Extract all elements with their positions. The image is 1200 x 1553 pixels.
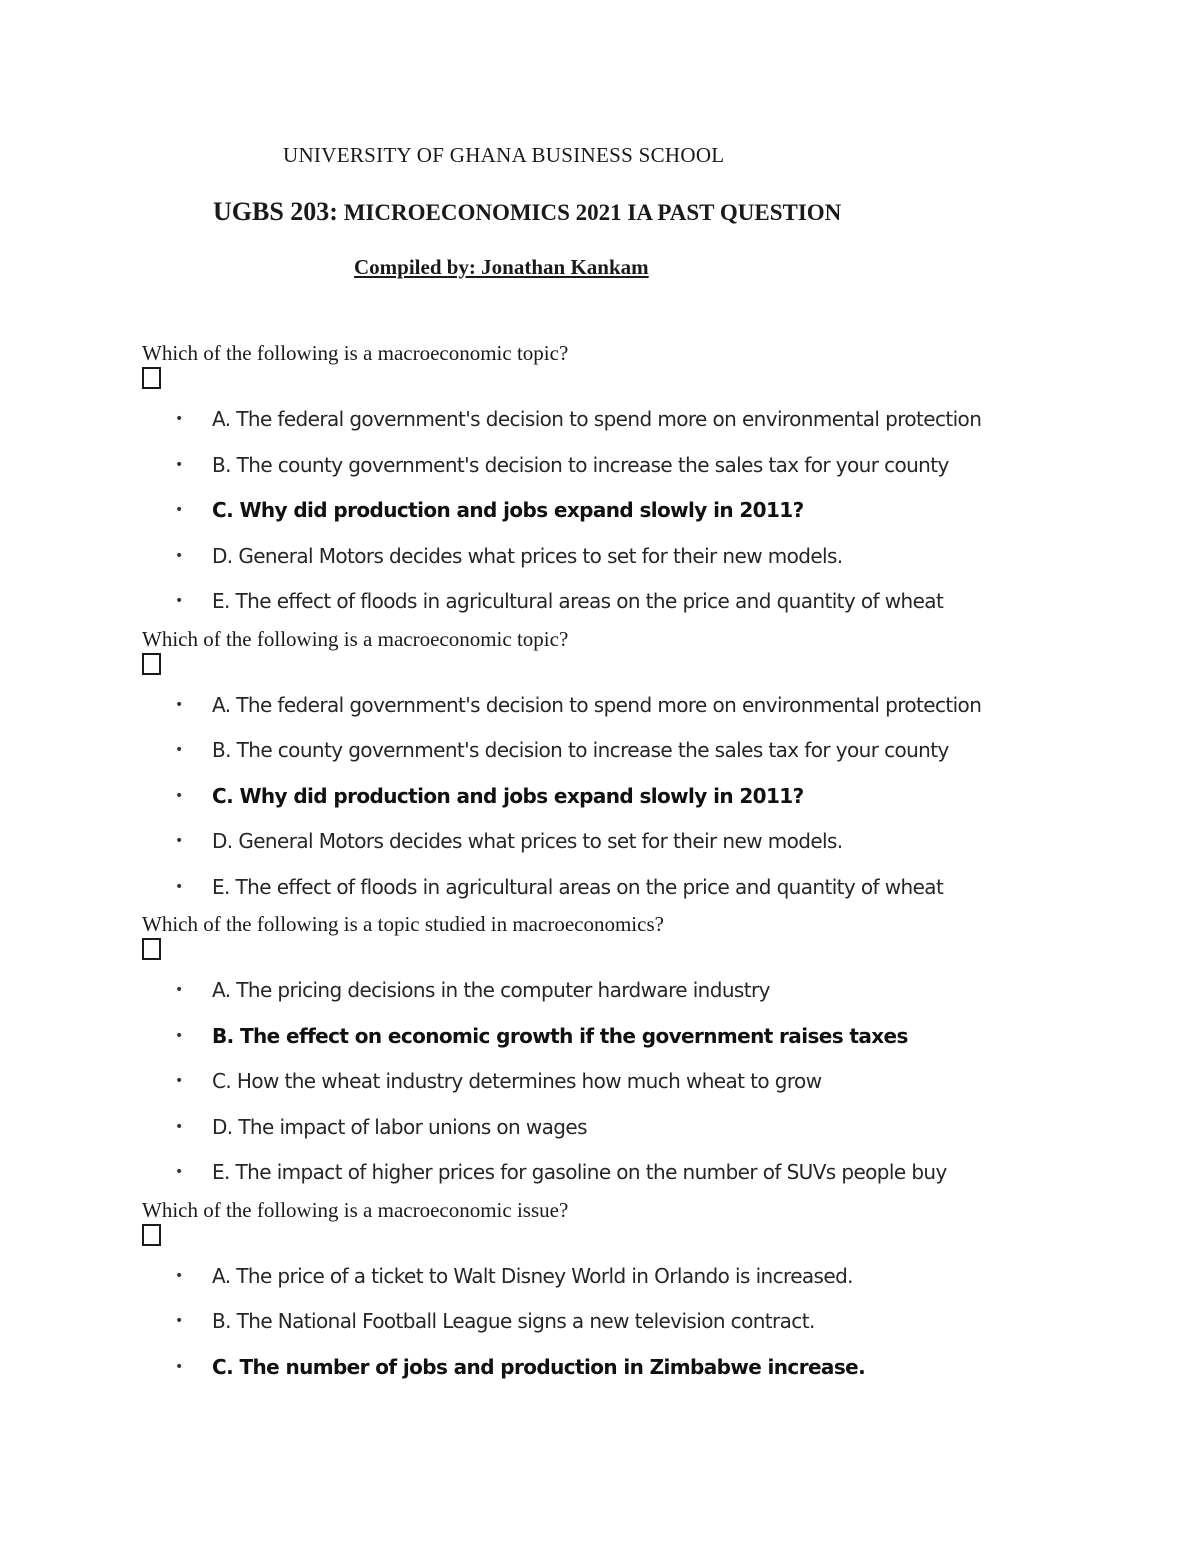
option-text: B. The county government's decision to increase the sales tax for your county	[212, 452, 949, 477]
question-block	[142, 1196, 1142, 1391]
option-text: D. General Motors decides what prices to set for their new models.	[212, 543, 843, 568]
correct-option	[142, 1014, 1142, 1060]
bullet-icon: •	[175, 1118, 183, 1135]
option-text: C. Why did production and jobs expand slowly in 2011?	[212, 498, 804, 522]
question-block	[142, 910, 1142, 1196]
bullet-icon: •	[175, 787, 183, 804]
course-title	[213, 197, 841, 227]
bullet-icon: •	[175, 502, 183, 518]
option-item	[142, 968, 1142, 1014]
bullet-icon: •	[175, 456, 183, 473]
option-item	[142, 1105, 1142, 1151]
option-item	[142, 1059, 1142, 1105]
bullet-icon: •	[175, 1073, 183, 1089]
question-text: Which of the following is a macroeconomic topic?	[142, 626, 569, 651]
option-item	[142, 1150, 1142, 1196]
bullet-icon: •	[175, 1164, 183, 1180]
bullet-icon: •	[175, 742, 183, 758]
option-item	[142, 1299, 1142, 1345]
bullet-icon: •	[175, 982, 183, 998]
bullet-icon: •	[175, 547, 183, 564]
option-text: A. The federal government's decision to spend more on environmental protection	[212, 407, 982, 431]
option-list	[142, 1254, 1142, 1391]
answer-checkbox[interactable]	[142, 367, 161, 389]
bullet-icon: •	[175, 878, 183, 895]
question-text: Which of the following is a macroeconomic topic?	[142, 341, 569, 365]
question-list	[142, 339, 1142, 1390]
bullet-icon: •	[175, 1313, 183, 1329]
school-name: UNIVERSITY OF GHANA BUSINESS SCHOOL	[283, 143, 725, 167]
question-text: Which of the following is a macroeconomic issue?	[142, 1197, 569, 1222]
correct-option	[142, 1345, 1142, 1391]
option-text: A. The price of a ticket to Walt Disney World in Orlando is increased.	[212, 1263, 853, 1288]
compiled-by: Compiled by: Jonathan Kankam	[354, 255, 649, 279]
option-text: A. The federal government's decision to spend more on environmental protection	[212, 692, 982, 717]
option-text: D. The impact of labor unions on wages	[212, 1114, 587, 1139]
option-item	[142, 819, 1142, 865]
option-list	[142, 968, 1142, 1196]
option-text: D. General Motors decides what prices to set for their new models.	[212, 829, 843, 853]
correct-option	[142, 488, 1142, 534]
option-text: E. The impact of higher prices for gasoline on the number of SUVs people buy	[212, 1160, 947, 1184]
bullet-icon: •	[175, 1267, 183, 1284]
option-text: C. How the wheat industry determines how much wheat to grow	[212, 1069, 822, 1093]
bullet-icon: •	[175, 1027, 183, 1044]
bullet-icon: •	[175, 696, 183, 713]
option-item	[142, 443, 1142, 489]
bullet-icon: •	[175, 593, 183, 609]
bullet-icon: •	[175, 411, 183, 427]
option-text: E. The effect of floods in agricultural areas on the price and quantity of wheat	[212, 874, 944, 899]
option-item	[142, 865, 1142, 911]
bullet-icon: •	[175, 833, 183, 849]
option-item	[142, 579, 1142, 625]
answer-checkbox[interactable]	[142, 938, 161, 960]
course-code: UGBS 203:	[213, 197, 338, 226]
option-item	[142, 683, 1142, 729]
option-text: C. The number of jobs and production in Zimbabwe increase.	[212, 1354, 866, 1379]
option-text: C. Why did production and jobs expand slowly in 2011?	[212, 783, 804, 808]
option-list	[142, 683, 1142, 911]
option-text: E. The effect of floods in agricultural areas on the price and quantity of wheat	[212, 589, 944, 613]
option-text: A. The pricing decisions in the computer hardware industry	[212, 978, 770, 1002]
question-text: Which of the following is a topic studied in macroeconomics?	[142, 912, 664, 936]
correct-option	[142, 774, 1142, 820]
question-block	[142, 625, 1142, 911]
answer-checkbox[interactable]	[142, 1224, 161, 1246]
option-item	[142, 534, 1142, 580]
answer-checkbox[interactable]	[142, 653, 161, 675]
option-item	[142, 728, 1142, 774]
option-text: B. The National Football League signs a new television contract.	[212, 1309, 815, 1333]
option-text: B. The effect on economic growth if the government raises taxes	[212, 1023, 908, 1048]
option-list	[142, 397, 1142, 625]
course-name: MICROECONOMICS 2021 IA PAST QUESTION	[337, 200, 842, 225]
question-block	[142, 339, 1142, 625]
option-text: B. The county government's decision to increase the sales tax for your county	[212, 738, 949, 762]
option-item	[142, 1254, 1142, 1300]
option-item	[142, 397, 1142, 443]
bullet-icon: •	[175, 1358, 183, 1375]
